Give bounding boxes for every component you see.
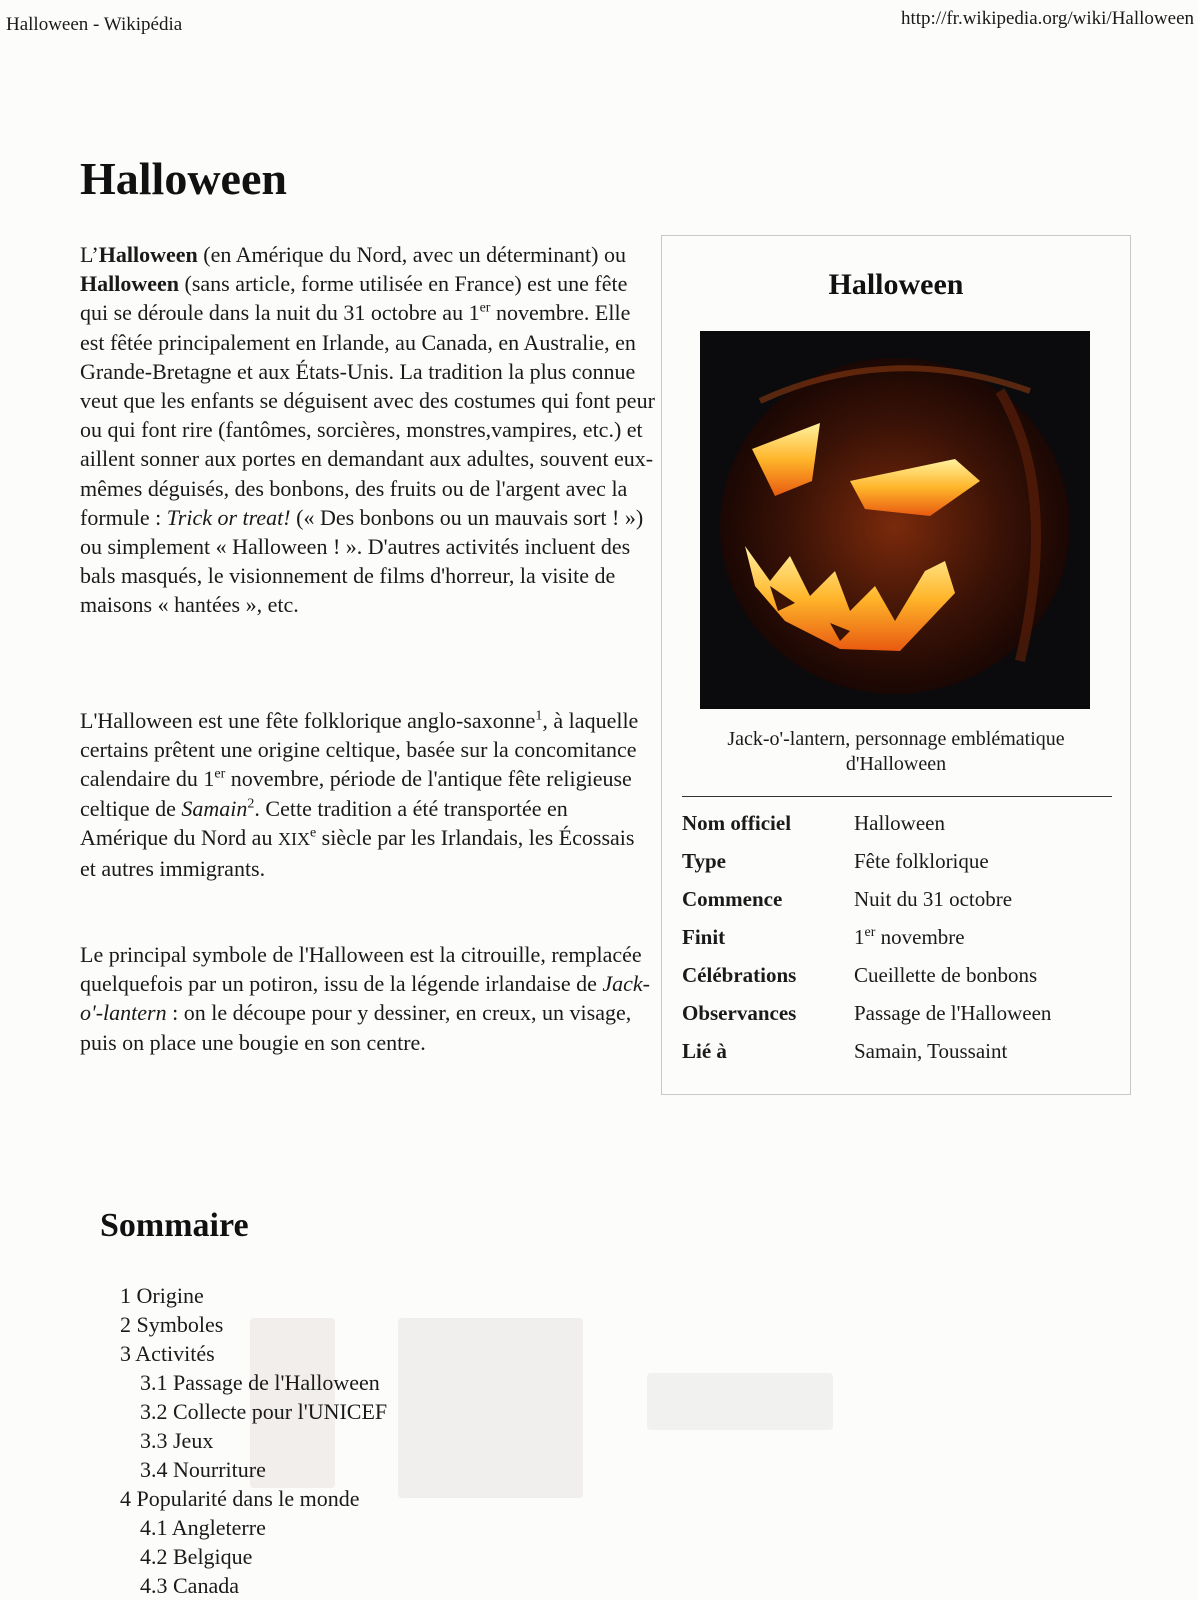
toc-item-activites[interactable]: 3 Activités [120,1341,215,1366]
bleed-through-shadow [647,1373,833,1430]
print-header-url: http://fr.wikipedia.org/wiki/Halloween [900,8,1194,29]
infobox-row [682,849,1120,883]
samain-link[interactable]: Samain [181,795,248,821]
infobox-key: Commence [682,887,783,911]
infobox-value[interactable]: Passage de l'Halloween [854,1001,1052,1025]
infobox-key: Finit [682,925,726,949]
toc-item-symboles[interactable]: 2 Symboles [120,1312,224,1337]
symbol-paragraph [80,940,655,1057]
toc-item-passage[interactable]: 3.1 Passage de l'Halloween [140,1370,380,1395]
infobox-value[interactable]: Fête folklorique [854,849,989,873]
infobox-title: Halloween [828,268,964,301]
infobox-row [682,811,1120,845]
p1-text: L’ [80,242,99,267]
toc-item-origine[interactable]: 1 Origine [120,1283,204,1308]
ordinal-sup: e [309,825,317,841]
toc-item-belgique[interactable]: 4.2 Belgique [140,1544,253,1569]
toc-item-unicef[interactable]: 3.2 Collecte pour l'UNICEF [140,1399,388,1424]
infobox-row [682,1039,1120,1073]
p2-text: siècle par les Irlandais, les Écossais et autres immigrants. [80,824,635,882]
infobox-row [682,887,1120,921]
p1-bold-term: Halloween [98,242,198,267]
finit-month: novembre [875,925,965,949]
bleed-through-shadow [398,1318,583,1498]
footnote-ref-1[interactable]: 1 [535,708,543,724]
ordinal-sup: er [214,767,226,783]
infobox-key: Observances [682,1001,797,1025]
p3-text: Le principal symbole de l'Halloween est la citrouille, remplacée quelquefois par un potiron, issu de la légende irlandaise de [80,942,642,997]
infobox-row [682,925,1120,959]
infobox-value [854,925,965,950]
toc-item-popularite[interactable]: 4 Popularité dans le monde [120,1486,360,1511]
infobox-value: Cueillette de bonbons [854,963,1038,987]
infobox-value[interactable]: Samain, Toussaint [854,1039,1008,1063]
p3-text: : on le découpe pour y dessiner, en creux, un visage, puis on place une bougie en son centre. [80,1000,632,1055]
century-numeral: XIX [277,828,310,849]
p2-text: novembre, période de l'antique fête religieuse celtique de [80,766,632,821]
p2-text: L'Halloween est une fête folklorique anglo-saxonne [80,708,536,733]
infobox-value: Halloween [854,811,945,835]
ordinal-sup: er [479,301,491,317]
infobox-divider [682,796,1112,797]
infobox-image-caption: Jack-o'-lantern, personnage emblématique d'Halloween [727,728,1065,775]
infobox-key: Nom officiel [682,811,792,835]
infobox-value: Nuit du 31 octobre [854,887,1013,911]
article-title: Halloween [80,153,287,204]
toc-item-nourriture[interactable]: 3.4 Nourriture [140,1457,266,1482]
toc-item-canada[interactable]: 4.3 Canada [140,1573,239,1598]
table-of-contents [120,1281,387,1600]
print-header-title: Halloween - Wikipédia [6,14,183,35]
p1-italic-phrase: Trick or treat! [166,504,291,530]
p2-text: , à laquelle certains prêtent une origine celtique, basée sur la concomitance calendaire du 1 [80,708,639,792]
p1-bold-term: Halloween [80,271,179,297]
toc-title: Sommaire [100,1207,249,1244]
infobox-row [682,1001,1120,1035]
intro-paragraph [80,240,655,620]
toc-item-angleterre[interactable]: 4.1 Angleterre [140,1515,266,1540]
infobox-key: Type [682,849,726,873]
infobox-row [682,963,1120,997]
footnote-ref-2[interactable]: 2 [247,796,255,812]
p1-text: novembre. Elle est fêtée principalement en Irlande, au Canada, en Australie, en Grande-Bretagne et aux États-Unis. La tradition la plus connue veut que les enfants se déguisent avec des costumes qui font peur ou qui font rire (fantômes, sorcières, monstres,vampires, etc.) et aillent sonner aux portes en demandant aux adultes, souvent eux-mêmes déguisés, des bonbons, des fruits ou de l'argent avec la formule : [80,300,655,530]
finit-day: 1 [854,925,865,949]
jack-o-lantern-image[interactable] [700,331,1090,709]
infobox-key: Lié à [682,1039,727,1063]
toc-item-jeux[interactable]: 3.3 Jeux [140,1428,214,1453]
jack-o-lantern-term: Jack-o'-lantern [80,971,650,1026]
p2-text: . Cette tradition a été transportée en Amérique du Nord au [80,795,568,850]
infobox [661,235,1131,1095]
p1-text: (sans article, forme utilisée en France) est une fête qui se déroule dans la nuit du 31 octobre au 1 [80,271,628,326]
p1-text: (« Des bonbons ou un mauvais sort ! ») ou simplement « Halloween ! ». D'autres activités incluent des bals masqués, le visionnement de films d'horreur, la visite de maisons « hantées », etc. [80,504,644,618]
infobox-key: Célébrations [682,963,797,987]
p1-text: (en Amérique du Nord, avec un déterminant) ou [197,242,626,267]
ordinal-sup: er [864,925,876,940]
origin-paragraph [80,706,655,883]
